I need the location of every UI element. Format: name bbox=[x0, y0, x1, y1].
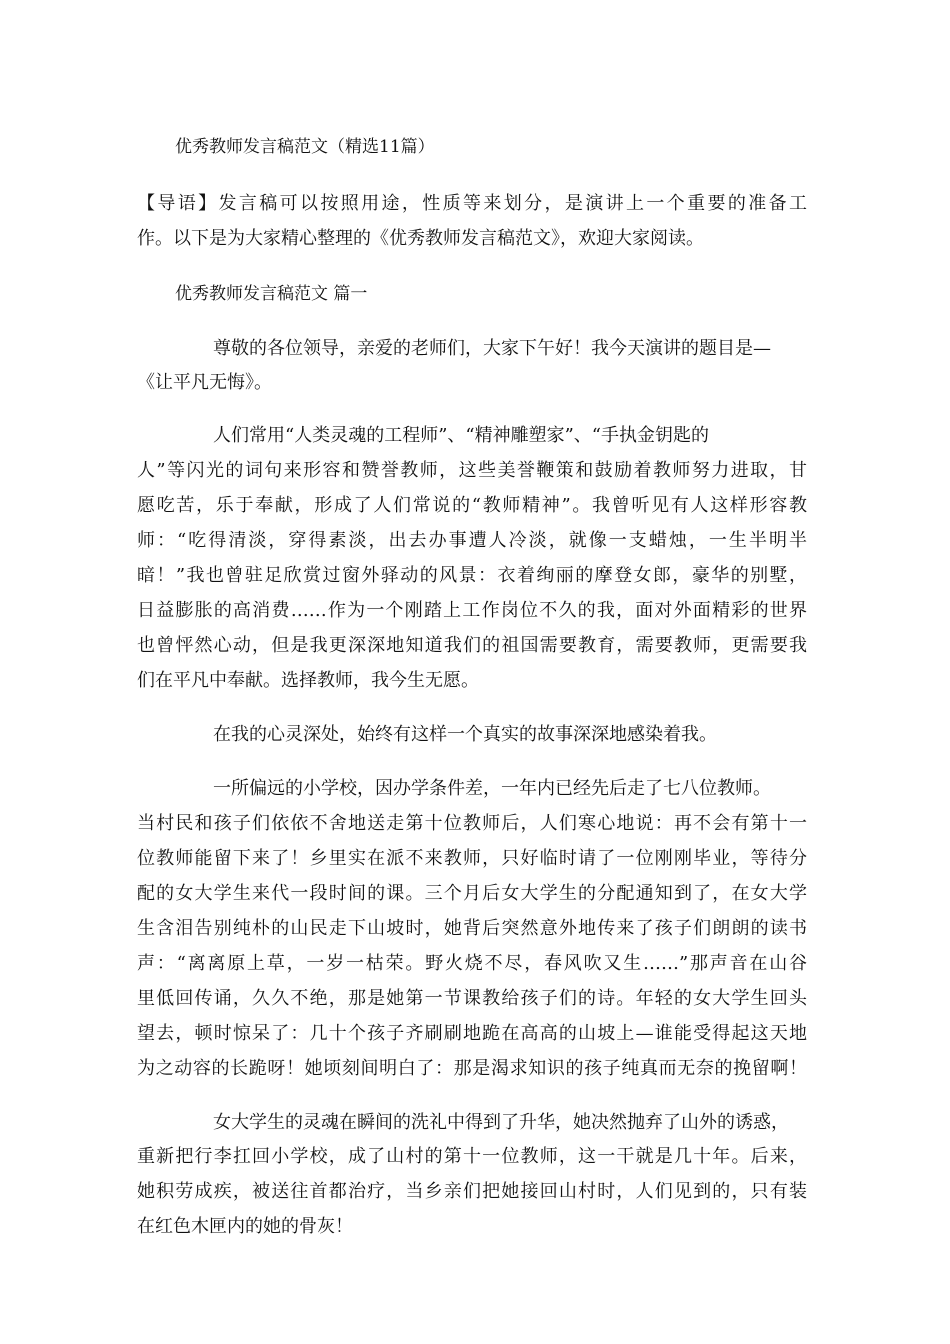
paragraph-2-line-5: 暗！”我也曾驻足欣赏过窗外驿动的风景：衣着绚丽的摩登女郎，豪华的别墅， bbox=[137, 565, 807, 586]
paragraph-4-line-8: 望去，顿时惊呆了：几十个孩子齐刷刷地跪在高高的山坡上—谁能受得起这天地 bbox=[137, 1023, 807, 1044]
paragraph-2-line-6: 日益膨胀的高消费……作为一个刚踏上工作岗位不久的我，面对外面精彩的世界 bbox=[137, 600, 807, 621]
paragraph-4-line-5: 生含泪告别纯朴的山民走下山坡时，她背后突然意外地传来了孩子们朗朗的读书 bbox=[137, 918, 807, 939]
paragraph-5-line-1: 女大学生的灵魂在瞬间的洗礼中得到了升华，她决然抛弃了山外的诱惑， bbox=[213, 1112, 789, 1133]
intro-line-1: 【导语】发言稿可以按照用途，性质等来划分，是演讲上一个重要的准备工 bbox=[137, 193, 807, 214]
paragraph-4-line-3: 位教师能留下来了！乡里实在派不来教师，只好临时请了一位刚刚毕业，等待分 bbox=[137, 848, 807, 869]
paragraph-2-line-8: 们在平凡中奉献。选择教师，我今生无愿。 bbox=[137, 670, 479, 691]
paragraph-2-line-1: 人们常用“人类灵魂的工程师”、“精神雕塑家”、“手执金钥匙的 bbox=[213, 425, 710, 446]
document-title: 优秀教师发言稿范文（精选11篇） bbox=[175, 137, 435, 157]
paragraph-2-line-4: 师：“吃得清淡，穿得素淡，出去办事遭人冷淡，就像一支蜡烛，一生半明半 bbox=[137, 530, 807, 551]
paragraph-1-line-1: 尊敬的各位领导，亲爱的老师们，大家下午好！我今天演讲的题目是— bbox=[213, 338, 771, 359]
paragraph-3-line-1: 在我的心灵深处，始终有这样一个真实的故事深深地感染着我。 bbox=[213, 724, 717, 745]
paragraph-4-line-4: 配的女大学生来代一段时间的课。三个月后女大学生的分配通知到了，在女大学 bbox=[137, 883, 807, 904]
paragraph-2-line-7: 也曾怦然心动，但是我更深深地知道我们的祖国需要教育，需要教师，更需要我 bbox=[137, 635, 807, 656]
paragraph-4-line-1: 一所偏远的小学校，因办学条件差，一年内已经先后走了七八位教师。 bbox=[213, 778, 771, 799]
paragraph-4-line-7: 里低回传诵，久久不绝，那是她第一节课教给孩子们的诗。年轻的女大学生回头 bbox=[137, 988, 807, 1009]
intro-line-2: 作。以下是为大家精心整理的《优秀教师发言稿范文》，欢迎大家阅读。 bbox=[137, 228, 704, 249]
section-heading: 优秀教师发言稿范文 篇一 bbox=[175, 284, 368, 304]
paragraph-2-line-2: 人”等闪光的词句来形容和赞誉教师，这些美誉鞭策和鼓励着教师努力进取，甘 bbox=[137, 460, 807, 481]
paragraph-5-line-2: 重新把行李扛回小学校，成了山村的第十一位教师，这一干就是几十年。后来， bbox=[137, 1146, 807, 1167]
paragraph-4-line-9: 为之动容的长跪呀！她顷刻间明白了：那是渴求知识的孩子纯真而无奈的挽留啊！ bbox=[137, 1058, 807, 1079]
paragraph-5-line-4: 在红色木匣内的她的骨灰！ bbox=[137, 1216, 353, 1237]
paragraph-2-line-3: 愿吃苦，乐于奉献，形成了人们常说的“教师精神”。我曾听见有人这样形容教 bbox=[137, 495, 807, 516]
paragraph-4-line-2: 当村民和孩子们依依不舍地送走第十位教师后，人们寒心地说：再不会有第十一 bbox=[137, 813, 807, 834]
paragraph-4-line-6: 声：“离离原上草，一岁一枯荣。野火烧不尽，春风吹又生……”那声音在山谷 bbox=[137, 953, 807, 974]
paragraph-5-line-3: 她积劳成疾，被送往首都治疗，当乡亲们把她接回山村时，人们见到的，只有装 bbox=[137, 1181, 807, 1202]
paragraph-1-line-2: 《让平凡无悔》。 bbox=[137, 372, 272, 393]
